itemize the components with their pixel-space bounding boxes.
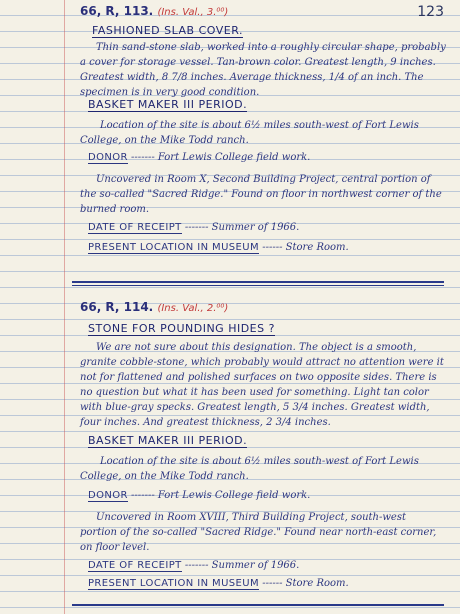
entry-2-heading bbox=[80, 300, 228, 314]
entry-2-present-line: PRESENT LOCATION IN MUSEUM ------ Store Room. bbox=[88, 578, 349, 589]
entry-1-donor-line: DONOR ------- Fort Lewis College field work. bbox=[88, 152, 311, 163]
entry-2-uncovered: Uncovered in Room XVIII, Third Building Project, south-west portion of the so-called "Sacred Ridge." Found near north-east corner, on floor level. bbox=[80, 512, 437, 553]
entry-2-present: Store Room. bbox=[285, 578, 349, 589]
entry-2-receipt-label: DATE OF RECEIPT bbox=[88, 560, 182, 571]
entry-1-present: Store Room. bbox=[285, 242, 349, 253]
entry-1-location: Location of the site is about 6½ miles south-west of Fort Lewis College, on the Mike Todd ranch. bbox=[80, 120, 419, 146]
entry-divider-top bbox=[72, 281, 444, 283]
entry-1-receipt-label: DATE OF RECEIPT bbox=[88, 222, 182, 233]
entry-1-uncovered: Uncovered in Room X, Second Building Project, central portion of the so-called "Sacred Ridge." Found on floor in northwest corner of the burned room. bbox=[80, 174, 442, 215]
entry-2-valuation: (Ins. Val., 2.⁰⁰) bbox=[157, 303, 229, 314]
entry-2-title: STONE FOR POUNDING HIDES ? bbox=[88, 322, 275, 335]
entry-1-donor-label: DONOR bbox=[88, 152, 128, 163]
page-bottom-divider bbox=[72, 604, 444, 606]
entry-2-donor: Fort Lewis College field work. bbox=[157, 490, 311, 501]
entry-1-number: 66, R, 113. bbox=[80, 4, 154, 18]
entry-2-donor-line: DONOR ------- Fort Lewis College field work. bbox=[88, 490, 311, 501]
entry-1-valuation: (Ins. Val., 3.⁰⁰) bbox=[157, 7, 229, 18]
entry-1-present-label: PRESENT LOCATION IN MUSEUM bbox=[88, 242, 260, 253]
entry-1-donor: Fort Lewis College field work. bbox=[157, 152, 311, 163]
entry-2-present-label: PRESENT LOCATION IN MUSEUM bbox=[88, 578, 260, 589]
entry-2-receipt: Summer of 1966. bbox=[211, 560, 300, 571]
entry-1-heading bbox=[80, 4, 228, 18]
entry-2-number: 66, R, 114. bbox=[80, 300, 154, 314]
page-number: 123 bbox=[417, 4, 444, 20]
entry-1-receipt-line: DATE OF RECEIPT ------- Summer of 1966. bbox=[88, 222, 300, 233]
entry-1-title: FASHIONED SLAB COVER. bbox=[92, 24, 243, 37]
entry-1-present-line: PRESENT LOCATION IN MUSEUM ------ Store Room. bbox=[88, 242, 349, 253]
entry-2-description: We are not sure about this designation. The object is a smooth, granite cobble-stone, which probably would attract no attention were it not for flattened and polished surfaces on two opposite sides. There is no question but what it has been used for something. Light tan color with blue-gray specks. Greatest length, 5 3/4 inches. Greatest width, four inches. And greatest thickness, 2 3/4 inches. bbox=[80, 342, 444, 428]
entry-2-culture: BASKET MAKER III PERIOD. bbox=[88, 434, 248, 447]
entry-2-donor-label: DONOR bbox=[88, 490, 128, 501]
entry-1-receipt: Summer of 1966. bbox=[211, 222, 300, 233]
entry-1-description: Thin sand-stone slab, worked into a roughly circular shape, probably a cover for storage vessel. Tan-brown color. Greatest length, 9 inches. Greatest width, 8 7/8 inches. Average thickness, 1/4 of an inch. The specimen is in very good condition. bbox=[80, 42, 446, 98]
entry-divider-bottom bbox=[72, 285, 444, 286]
entry-2-receipt-line: DATE OF RECEIPT ------- Summer of 1966. bbox=[88, 560, 300, 571]
entry-2-location: Location of the site is about 6½ miles south-west of Fort Lewis College, on the Mike Todd ranch. bbox=[80, 456, 419, 482]
entry-1-culture: BASKET MAKER III PERIOD. bbox=[88, 98, 248, 111]
